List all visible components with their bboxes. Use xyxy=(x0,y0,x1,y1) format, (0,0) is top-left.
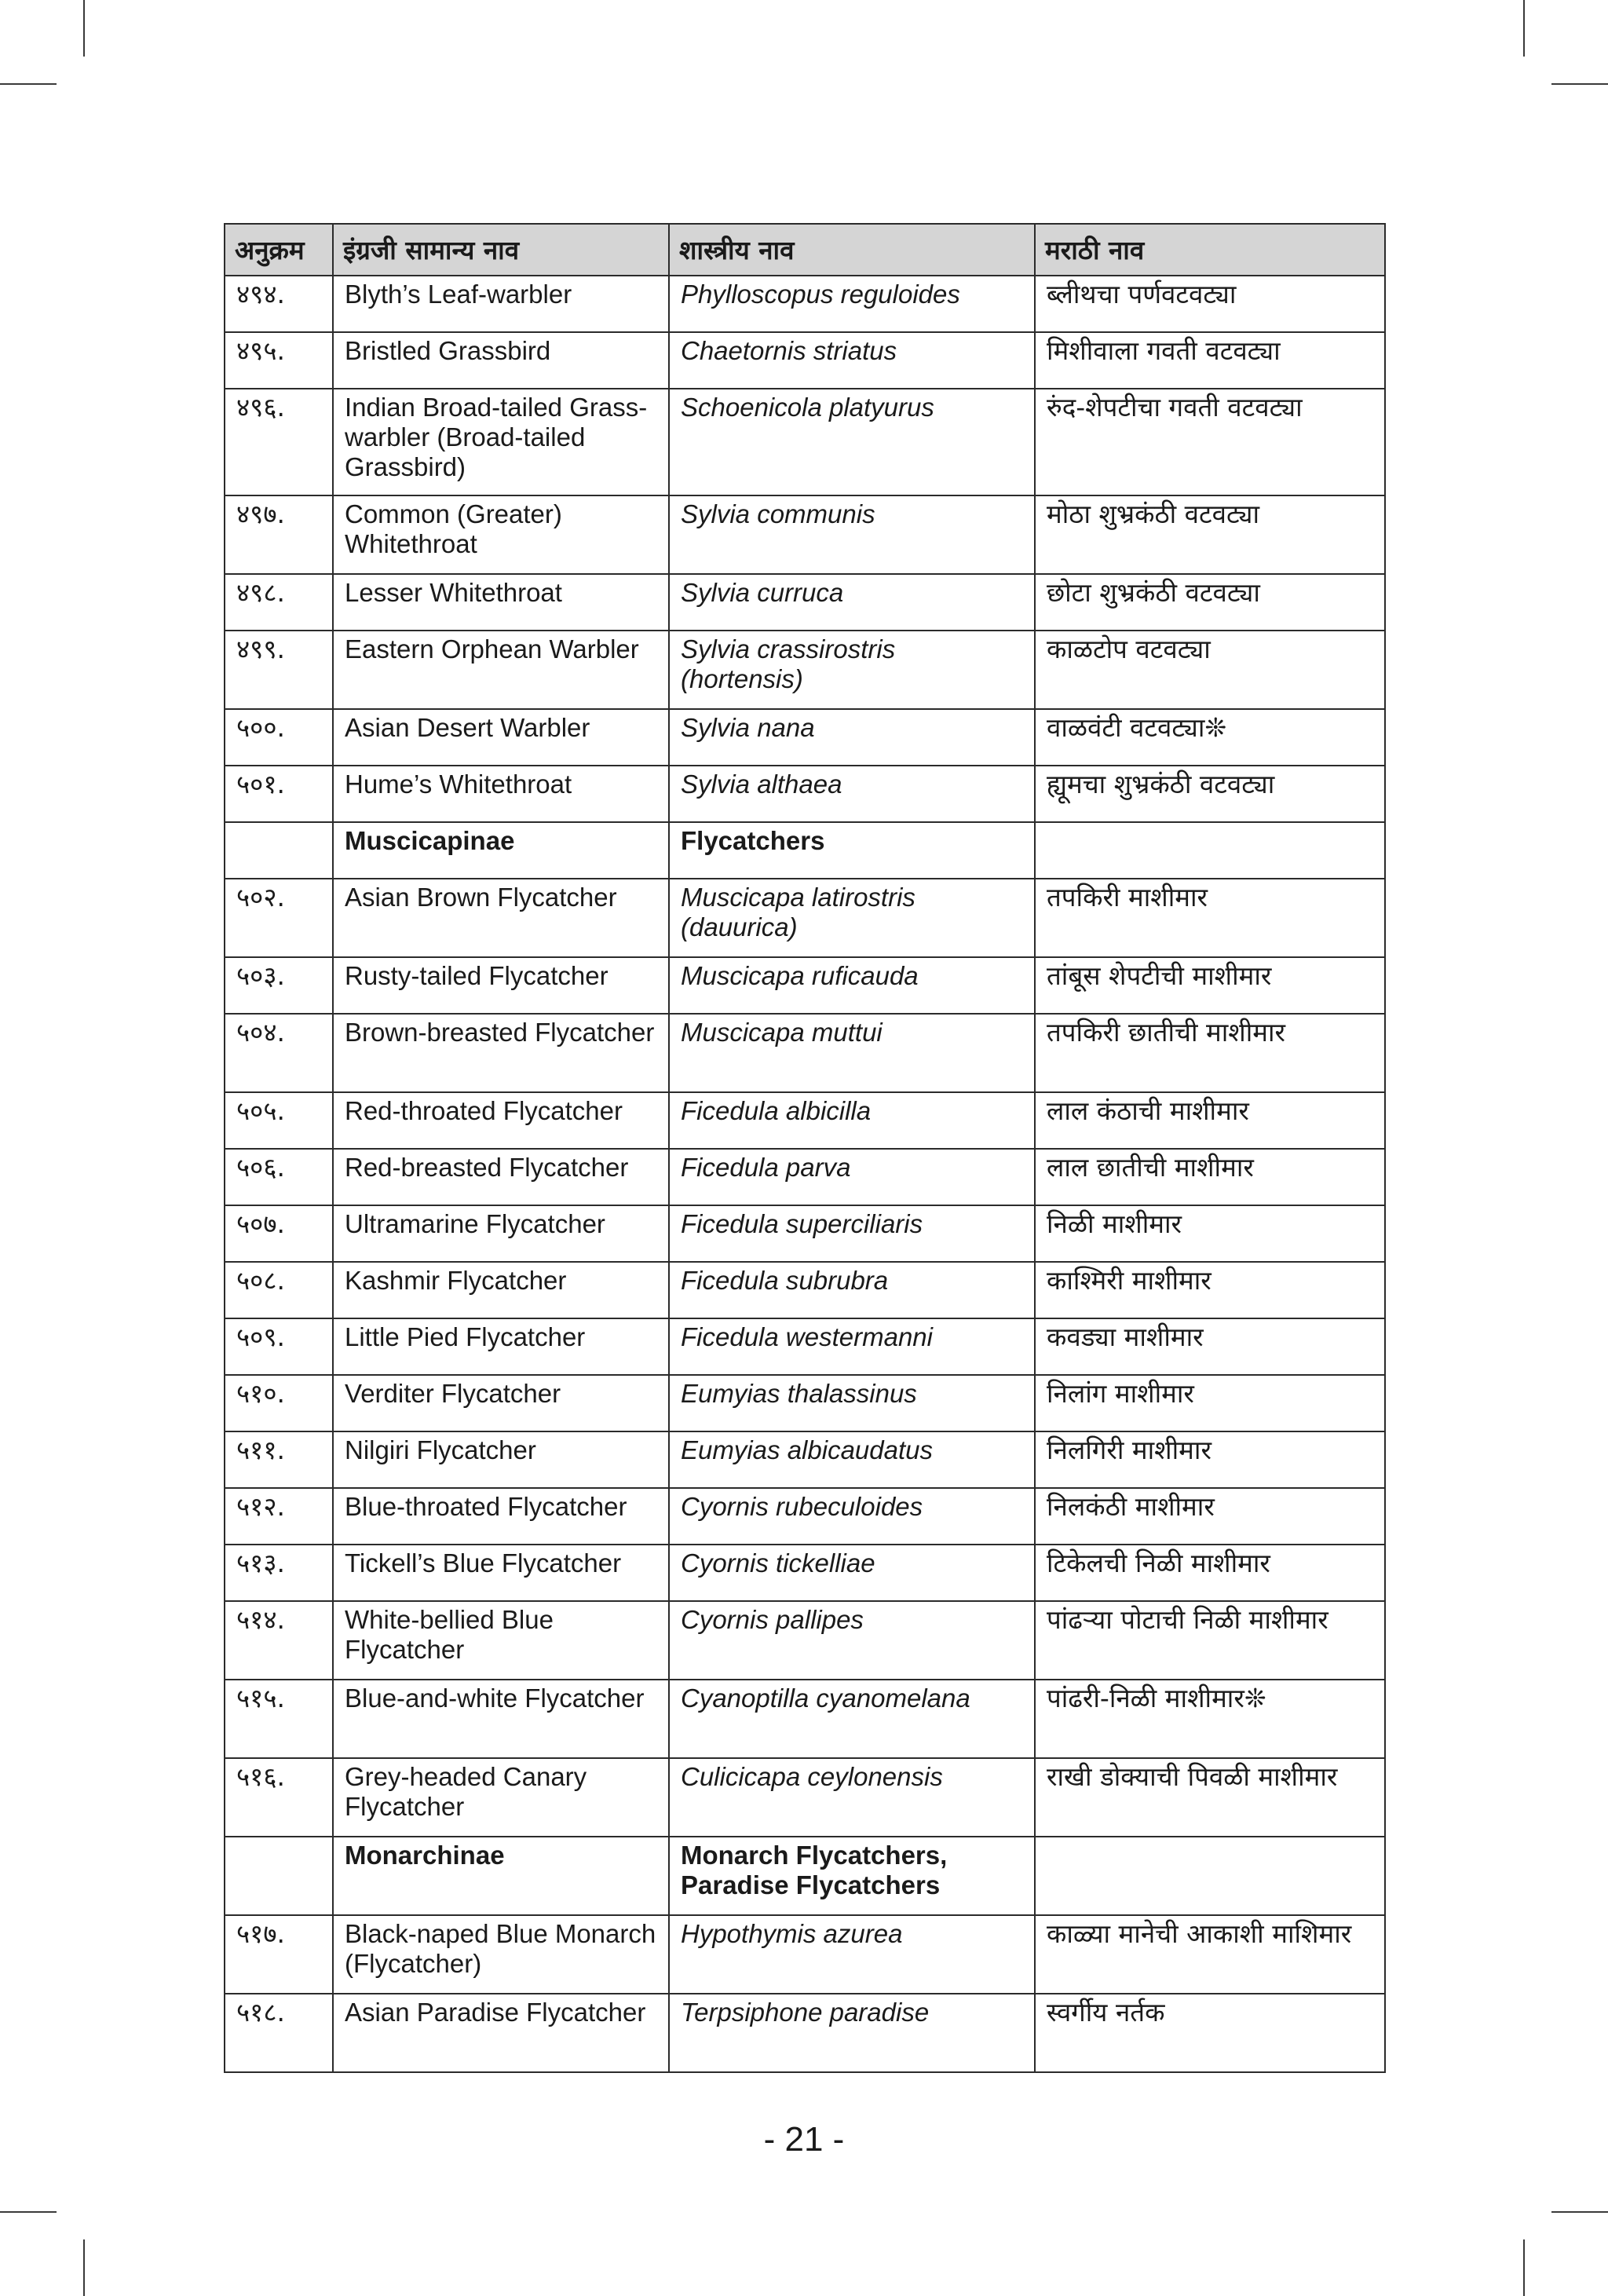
crop-mark xyxy=(1551,2211,1608,2213)
english-name-cell: Ultramarine Flycatcher xyxy=(333,1205,669,1262)
subfamily-row xyxy=(225,822,1385,879)
scientific-name-cell: Cyanoptilla cyanomelana xyxy=(669,1680,1035,1758)
scientific-name-cell: Ficedula parva xyxy=(669,1149,1035,1205)
scientific-name-cell: Muscicapa latirostris (dauurica) xyxy=(669,879,1035,957)
english-name-cell: Red-throated Flycatcher xyxy=(333,1092,669,1149)
table-row xyxy=(225,1994,1385,2072)
table-row xyxy=(225,276,1385,332)
table-row xyxy=(225,1915,1385,1994)
marathi-name-cell: वाळवंटी वटवट्या❊ xyxy=(1035,709,1385,766)
serial-cell: ४९५. xyxy=(225,332,333,389)
table-row xyxy=(225,1205,1385,1262)
table-row xyxy=(225,709,1385,766)
english-name-cell: Little Pied Flycatcher xyxy=(333,1318,669,1375)
marathi-name-cell: पांढऱ्या पोटाची निळी माशीमार xyxy=(1035,1601,1385,1680)
english-name-cell: Black-naped Blue Monarch (Flycatcher) xyxy=(333,1915,669,1994)
english-name-cell: Asian Brown Flycatcher xyxy=(333,879,669,957)
english-name-cell: Bristled Grassbird xyxy=(333,332,669,389)
scientific-name-cell: Sylvia crassirostris (hortensis) xyxy=(669,631,1035,709)
table-row xyxy=(225,574,1385,631)
serial-cell: ५१४. xyxy=(225,1601,333,1680)
english-name-cell: Blue-and-white Flycatcher xyxy=(333,1680,669,1758)
crop-mark xyxy=(1523,2239,1525,2296)
table-row xyxy=(225,766,1385,822)
subfamily-group-cell: Monarch Flycatchers, Paradise Flycatchers xyxy=(669,1837,1035,1915)
english-name-cell: Verditer Flycatcher xyxy=(333,1375,669,1431)
scientific-name-cell: Eumyias albicaudatus xyxy=(669,1431,1035,1488)
marathi-name-cell: निलांग माशीमार xyxy=(1035,1375,1385,1431)
scientific-name-cell: Ficedula superciliaris xyxy=(669,1205,1035,1262)
english-name-cell: Asian Desert Warbler xyxy=(333,709,669,766)
marathi-name-cell: छोटा शुभ्रकंठी वटवट्या xyxy=(1035,574,1385,631)
marathi-name-cell: निलगिरी माशीमार xyxy=(1035,1431,1385,1488)
serial-cell xyxy=(225,822,333,879)
table-row xyxy=(225,389,1385,495)
table-row xyxy=(225,1014,1385,1092)
serial-cell: ५१५. xyxy=(225,1680,333,1758)
english-name-cell: Brown-breasted Flycatcher xyxy=(333,1014,669,1092)
table-row xyxy=(225,1375,1385,1431)
marathi-name-cell: काश्मिरी माशीमार xyxy=(1035,1262,1385,1318)
header-english-name: इंग्रजी सामान्य नाव xyxy=(333,224,669,276)
serial-cell: ५०८. xyxy=(225,1262,333,1318)
scientific-name-cell: Chaetornis striatus xyxy=(669,332,1035,389)
crop-mark xyxy=(1551,83,1608,85)
header-marathi-name: मराठी नाव xyxy=(1035,224,1385,276)
scientific-name-cell: Hypothymis azurea xyxy=(669,1915,1035,1994)
english-name-cell: Red-breasted Flycatcher xyxy=(333,1149,669,1205)
serial-cell: ५००. xyxy=(225,709,333,766)
subfamily-name-cell: Monarchinae xyxy=(333,1837,669,1915)
header-scientific-name: शास्त्रीय नाव xyxy=(669,224,1035,276)
subfamily-name-cell: Muscicapinae xyxy=(333,822,669,879)
marathi-name-cell: तांबूस शेपटीची माशीमार xyxy=(1035,957,1385,1014)
serial-cell: ४९७. xyxy=(225,495,333,574)
scientific-name-cell: Cyornis rubeculoides xyxy=(669,1488,1035,1545)
scientific-name-cell: Sylvia althaea xyxy=(669,766,1035,822)
marathi-name-cell: रुंद-शेपटीचा गवती वटवट्या xyxy=(1035,389,1385,495)
marathi-name-cell: काळटोप वटवट्या xyxy=(1035,631,1385,709)
subfamily-group-cell: Flycatchers xyxy=(669,822,1035,879)
table-row xyxy=(225,631,1385,709)
marathi-name-cell: कवड्या माशीमार xyxy=(1035,1318,1385,1375)
table-row xyxy=(225,1680,1385,1758)
serial-cell: ५०७. xyxy=(225,1205,333,1262)
table-row xyxy=(225,495,1385,574)
english-name-cell: Grey-headed Canary Flycatcher xyxy=(333,1758,669,1837)
marathi-name-cell: निळी माशीमार xyxy=(1035,1205,1385,1262)
table-row xyxy=(225,1545,1385,1601)
marathi-name-cell: निलकंठी माशीमार xyxy=(1035,1488,1385,1545)
bird-names-table xyxy=(224,223,1386,2073)
english-name-cell: Blyth’s Leaf-warbler xyxy=(333,276,669,332)
crop-mark xyxy=(0,83,57,85)
english-name-cell: Asian Paradise Flycatcher xyxy=(333,1994,669,2072)
serial-cell xyxy=(225,1837,333,1915)
english-name-cell: Kashmir Flycatcher xyxy=(333,1262,669,1318)
table-row xyxy=(225,957,1385,1014)
scientific-name-cell: Terpsiphone paradise xyxy=(669,1994,1035,2072)
marathi-name-cell: ह्यूमचा शुभ्रकंठी वटवट्या xyxy=(1035,766,1385,822)
marathi-name-cell: पांढरी-निळी माशीमार❊ xyxy=(1035,1680,1385,1758)
marathi-name-cell: मोठा शुभ्रकंठी वटवट्या xyxy=(1035,495,1385,574)
marathi-name-cell: लाल छातीची माशीमार xyxy=(1035,1149,1385,1205)
english-name-cell: Eastern Orphean Warbler xyxy=(333,631,669,709)
serial-cell: ४९८. xyxy=(225,574,333,631)
scientific-name-cell: Muscicapa ruficauda xyxy=(669,957,1035,1014)
marathi-name-cell: स्वर्गीय नर्तक xyxy=(1035,1994,1385,2072)
serial-cell: ५१७. xyxy=(225,1915,333,1994)
serial-cell: ५०२. xyxy=(225,879,333,957)
marathi-name-cell: राखी डोक्याची पिवळी माशीमार xyxy=(1035,1758,1385,1837)
serial-cell: ५०६. xyxy=(225,1149,333,1205)
scientific-name-cell: Eumyias thalassinus xyxy=(669,1375,1035,1431)
serial-cell: ४९६. xyxy=(225,389,333,495)
crop-mark xyxy=(83,2239,85,2296)
english-name-cell: Rusty-tailed Flycatcher xyxy=(333,957,669,1014)
serial-cell: ५१२. xyxy=(225,1488,333,1545)
subfamily-row xyxy=(225,1837,1385,1915)
serial-cell: ५०४. xyxy=(225,1014,333,1092)
english-name-cell: Tickell’s Blue Flycatcher xyxy=(333,1545,669,1601)
table-row xyxy=(225,1601,1385,1680)
serial-cell: ५०९. xyxy=(225,1318,333,1375)
table-row xyxy=(225,1758,1385,1837)
scientific-name-cell: Sylvia nana xyxy=(669,709,1035,766)
serial-cell: ४९९. xyxy=(225,631,333,709)
table-row xyxy=(225,1488,1385,1545)
table-row xyxy=(225,1262,1385,1318)
scientific-name-cell: Muscicapa muttui xyxy=(669,1014,1035,1092)
serial-cell: ४९४. xyxy=(225,276,333,332)
marathi-name-cell: टिकेलची निळी माशीमार xyxy=(1035,1545,1385,1601)
english-name-cell: Hume’s Whitethroat xyxy=(333,766,669,822)
english-name-cell: Nilgiri Flycatcher xyxy=(333,1431,669,1488)
header-serial: अनुक्रम xyxy=(225,224,333,276)
table-row xyxy=(225,879,1385,957)
crop-mark xyxy=(1523,0,1525,57)
serial-cell: ५१८. xyxy=(225,1994,333,2072)
table-row xyxy=(225,1318,1385,1375)
marathi-name-cell xyxy=(1035,1837,1385,1915)
table-header-row xyxy=(225,224,1385,276)
table-row xyxy=(225,1431,1385,1488)
serial-cell: ५१६. xyxy=(225,1758,333,1837)
scientific-name-cell: Ficedula westermanni xyxy=(669,1318,1035,1375)
serial-cell: ५०३. xyxy=(225,957,333,1014)
english-name-cell: White-bellied Blue Flycatcher xyxy=(333,1601,669,1680)
english-name-cell: Blue-throated Flycatcher xyxy=(333,1488,669,1545)
marathi-name-cell: ब्लीथचा पर्णवटवट्या xyxy=(1035,276,1385,332)
scientific-name-cell: Cyornis pallipes xyxy=(669,1601,1035,1680)
crop-mark xyxy=(0,2211,57,2213)
marathi-name-cell: तपकिरी माशीमार xyxy=(1035,879,1385,957)
serial-cell: ५१३. xyxy=(225,1545,333,1601)
serial-cell: ५११. xyxy=(225,1431,333,1488)
marathi-name-cell: मिशीवाला गवती वटवट्या xyxy=(1035,332,1385,389)
table-row xyxy=(225,1149,1385,1205)
serial-cell: ५०५. xyxy=(225,1092,333,1149)
crop-mark xyxy=(83,0,85,57)
scientific-name-cell: Ficedula subrubra xyxy=(669,1262,1035,1318)
page-number: - 21 - xyxy=(763,2120,845,2159)
scientific-name-cell: Cyornis tickelliae xyxy=(669,1545,1035,1601)
serial-cell: ५१०. xyxy=(225,1375,333,1431)
marathi-name-cell xyxy=(1035,822,1385,879)
scientific-name-cell: Phylloscopus reguloides xyxy=(669,276,1035,332)
scientific-name-cell: Culicicapa ceylonensis xyxy=(669,1758,1035,1837)
scientific-name-cell: Schoenicola platyurus xyxy=(669,389,1035,495)
english-name-cell: Common (Greater) Whitethroat xyxy=(333,495,669,574)
scientific-name-cell: Sylvia curruca xyxy=(669,574,1035,631)
english-name-cell: Lesser Whitethroat xyxy=(333,574,669,631)
marathi-name-cell: काळ्या मानेची आकाशी माशिमार xyxy=(1035,1915,1385,1994)
marathi-name-cell: लाल कंठाची माशीमार xyxy=(1035,1092,1385,1149)
table-row xyxy=(225,332,1385,389)
marathi-name-cell: तपकिरी छातीची माशीमार xyxy=(1035,1014,1385,1092)
scientific-name-cell: Sylvia communis xyxy=(669,495,1035,574)
serial-cell: ५०१. xyxy=(225,766,333,822)
english-name-cell: Indian Broad-tailed Grass-warbler (Broad-tailed Grassbird) xyxy=(333,389,669,495)
table-row xyxy=(225,1092,1385,1149)
scientific-name-cell: Ficedula albicilla xyxy=(669,1092,1035,1149)
